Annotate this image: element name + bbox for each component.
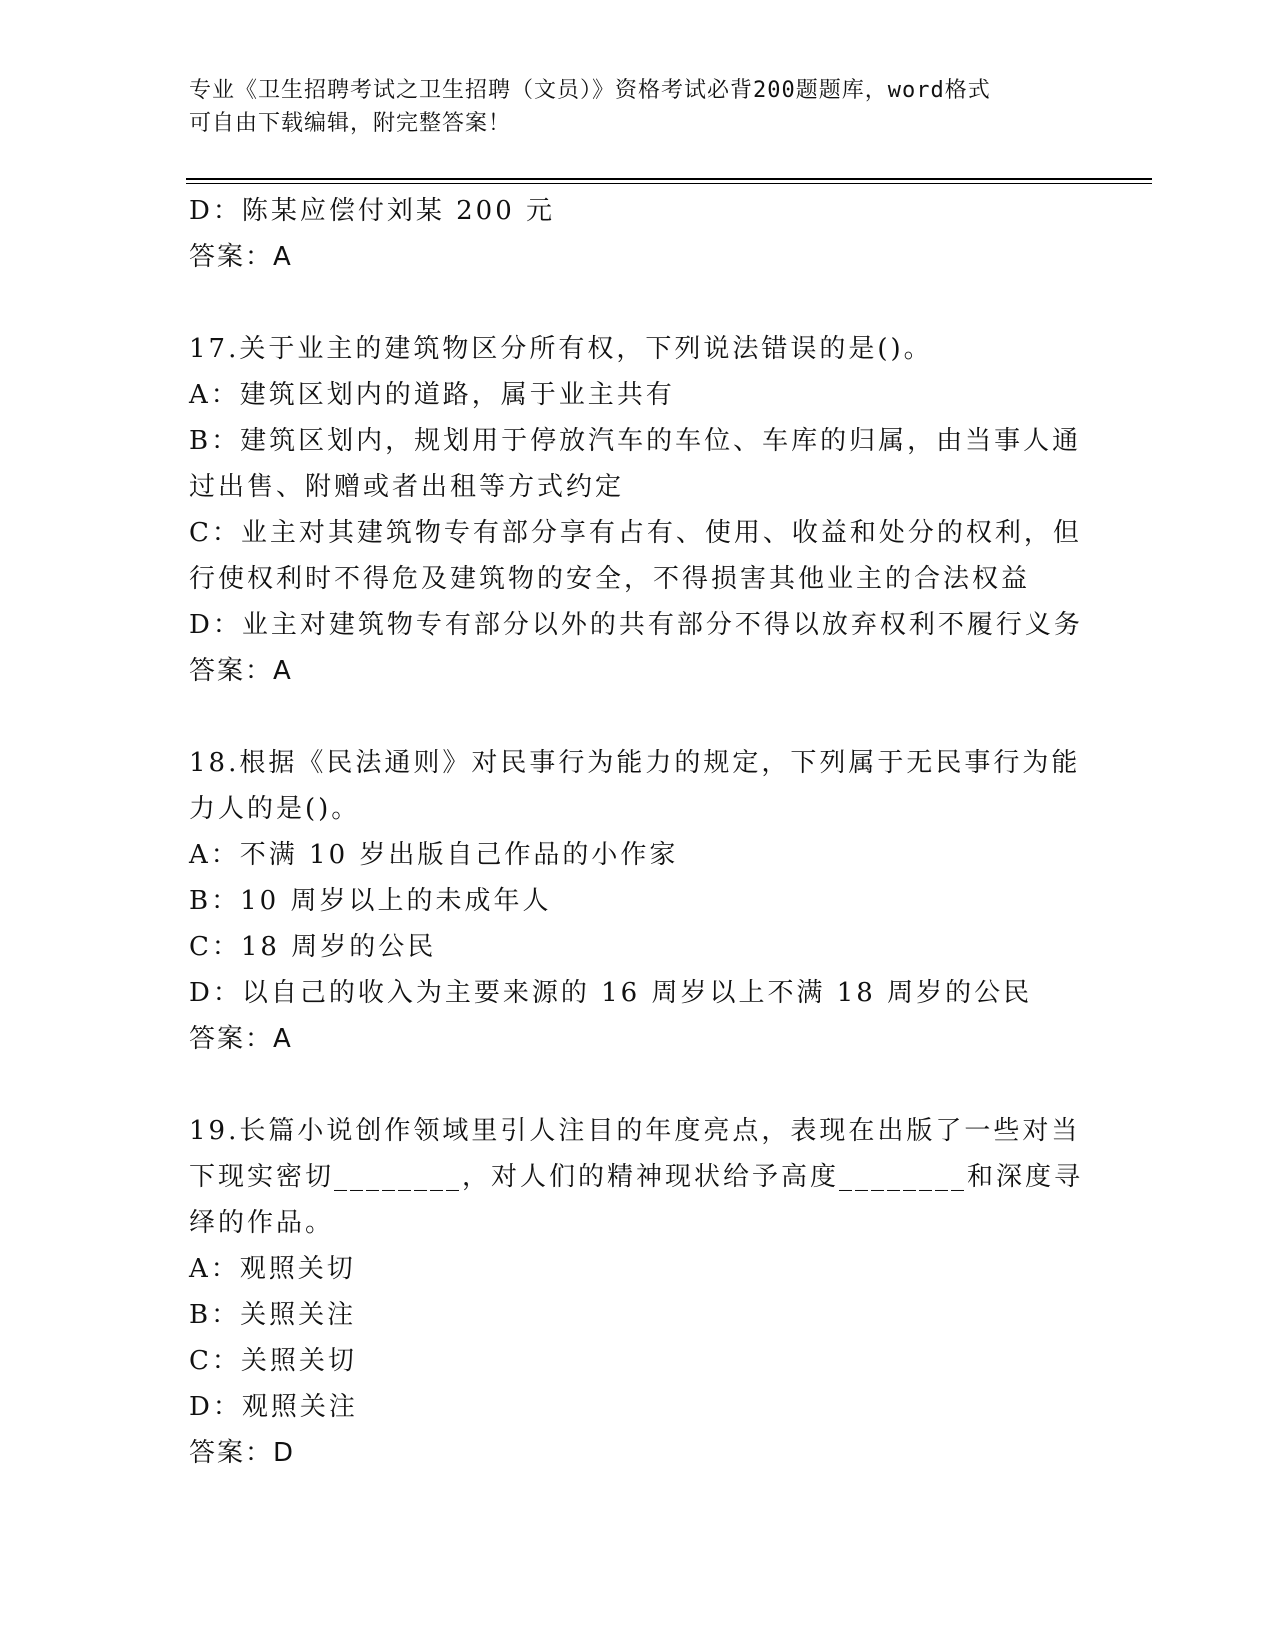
question-18-option-a: A：不满 10 岁出版自己作品的小作家 bbox=[189, 840, 679, 870]
question-18-option-c: C：18 周岁的公民 bbox=[189, 932, 437, 962]
question-19-option-c: C：关照关切 bbox=[189, 1346, 357, 1376]
question-19-option-a: A：观照关切 bbox=[189, 1254, 356, 1284]
spacer bbox=[189, 694, 1089, 740]
question-17-option-a: A：建筑区划内的道路，属于业主共有 bbox=[189, 380, 675, 410]
header-line-2: 可自由下载编辑，附完整答案！ bbox=[189, 111, 512, 136]
document-header bbox=[189, 74, 1069, 140]
question-19-stem-cont-2: 绎的作品。 bbox=[189, 1208, 335, 1238]
question-17-answer: 答案：A bbox=[189, 656, 293, 686]
prev-question-answer: 答案：A bbox=[189, 242, 293, 272]
question-19-stem-cont-1: 下现实密切________，对人们的精神现状给予高度________和深度寻 bbox=[189, 1162, 1084, 1192]
question-18-option-b: B：10 周岁以上的未成年人 bbox=[189, 886, 552, 916]
question-17-option-b: B：建筑区划内，规划用于停放汽车的车位、车库的归属，由当事人通 bbox=[189, 426, 1082, 456]
question-17 bbox=[189, 326, 1089, 694]
question-19 bbox=[189, 1108, 1089, 1476]
question-17-option-b-cont: 过出售、附赠或者出租等方式约定 bbox=[189, 472, 625, 502]
question-18 bbox=[189, 740, 1089, 1062]
header-rule-thick bbox=[186, 178, 1152, 180]
question-18-stem-cont: 力人的是()。 bbox=[189, 794, 361, 824]
question-18-option-d: D：以自己的收入为主要来源的 16 周岁以上不满 18 周岁的公民 bbox=[189, 978, 1033, 1008]
question-19-option-b: B：关照关注 bbox=[189, 1300, 357, 1330]
question-17-option-c-cont: 行使权利时不得危及建筑物的安全，不得损害其他业主的合法权益 bbox=[189, 564, 1031, 594]
question-18-stem: 18.根据《民法通则》对民事行为能力的规定，下列属于无民事行为能 bbox=[189, 748, 1081, 778]
question-17-option-c: C：业主对其建筑物专有部分享有占有、使用、收益和处分的权利，但 bbox=[189, 518, 1082, 548]
question-18-answer: 答案：A bbox=[189, 1024, 293, 1054]
question-19-option-d: D：观照关注 bbox=[189, 1392, 358, 1422]
header-line-1: 专业《卫生招聘考试之卫生招聘（文员）》资格考试必背200题题库，word格式 bbox=[189, 78, 991, 103]
header-rule-thin bbox=[186, 183, 1152, 184]
question-19-answer: 答案：D bbox=[189, 1438, 296, 1468]
question-19-stem: 19.长篇小说创作领域里引人注目的年度亮点，表现在出版了一些对当 bbox=[189, 1116, 1081, 1146]
spacer bbox=[189, 1062, 1089, 1108]
document-body bbox=[189, 188, 1089, 1476]
question-17-option-d: D：业主对建筑物专有部分以外的共有部分不得以放弃权利不履行义务 bbox=[189, 610, 1083, 640]
spacer bbox=[189, 280, 1089, 326]
question-17-stem: 17.关于业主的建筑物区分所有权，下列说法错误的是()。 bbox=[189, 334, 933, 364]
prev-question-option-d: D：陈某应偿付刘某 200 元 bbox=[189, 196, 556, 226]
